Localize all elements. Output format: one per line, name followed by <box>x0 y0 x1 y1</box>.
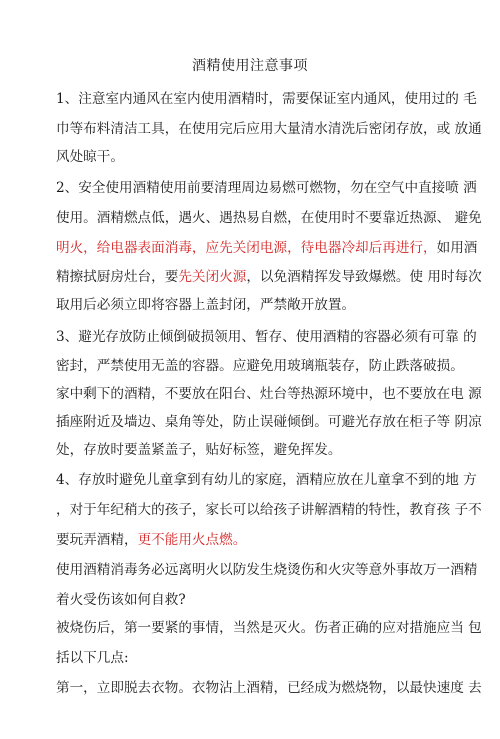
body-line <box>56 678 482 698</box>
body-line <box>56 470 477 490</box>
body-line <box>56 560 478 580</box>
line-text: 着火受伤该如何自救? <box>56 592 186 608</box>
body-line <box>56 384 482 404</box>
highlighted-text: 更不能用火点燃。 <box>137 532 247 548</box>
document-title: 酒精使用注意事项 <box>192 58 308 74</box>
body-line <box>56 530 464 550</box>
body-line <box>56 327 477 347</box>
line-text: 巾等布料清洁工具，在使用完后应用大量清水清洗后密闭存放，或 放通 <box>56 121 482 137</box>
line-text: 家中剩下的酒精，不要放在阳台、灶台等热源环境中，也不要放在电 源 <box>56 386 482 402</box>
line-text: 精擦拭厨房灶台，要 <box>56 269 179 285</box>
line-text: 处，存放时要盖紧盖子，贴好标签，避免挥发。 <box>56 442 342 458</box>
body-line <box>56 500 482 520</box>
body-line <box>56 147 464 167</box>
line-text: 使用酒精消毒务必远离明火以防发生烧烫伤和火灾等意外事故万一酒精 <box>56 562 478 578</box>
line-text: 取用后必须立即将容器上盖封闭，严禁敞开放置。 <box>56 297 356 313</box>
line-text: 如用酒 <box>436 240 478 256</box>
body-line <box>56 590 464 610</box>
line-text: 插座附近及墙边、桌角等处，防止误碰倾倒。可避光存放在柜子等 阴凉 <box>56 414 482 430</box>
line-text: 被烧伤后，第一要紧的事情，当然是灭火。伤者正确的应对措施应当 包 <box>56 620 482 636</box>
body-line <box>56 267 482 287</box>
body-line <box>56 178 477 198</box>
line-text: 3、避光存放防止倾倒破损领用、暂存、使用酒精的容器必须有可靠 的 <box>56 329 477 345</box>
line-text: ，以免酒精挥发导致爆燃。使 用时每次 <box>246 269 482 285</box>
body-line <box>56 119 482 139</box>
line-text: 第一，立即脱去衣物。衣物沾上酒精，已经成为燃烧物，以最快速度 去 <box>56 680 482 696</box>
line-text: 使用。酒精燃点低，遇火、遇热易自燃，在使用时不要靠近热源、 避免 <box>56 210 482 226</box>
body-line <box>56 618 482 638</box>
line-text: 要玩弄酒精， <box>56 532 138 548</box>
body-line <box>56 238 478 258</box>
line-text: 2、安全使用酒精使用前要清理周边易燃可燃物，勿在空气中直接喷 洒 <box>56 180 477 196</box>
highlighted-text: 明火，给电器表面消毒，应先关闭电源，待电器冷却后再进行， <box>56 240 437 256</box>
line-text: 密封，严禁使用无盖的容器。应避免用玻璃瓶装存，防止跌落破损。 <box>56 358 464 374</box>
highlighted-text: 先关闭火源 <box>178 269 247 285</box>
body-line <box>56 89 477 109</box>
line-text: 4、存放时避免儿童拿到有幼儿的家庭，酒精应放在儿童拿不到的地 方 <box>56 472 477 488</box>
line-text: ，对于年纪稍大的孩子，家长可以给孩子讲解酒精的特性，教育孩 子不 <box>56 502 482 518</box>
line-text: 风处晾干。 <box>56 149 124 165</box>
body-line <box>56 648 464 668</box>
line-text: 1、注意室内通风在室内使用酒精时，需要保证室内通风，使用过的 毛 <box>56 91 477 107</box>
body-line <box>56 356 464 376</box>
body-line <box>56 412 482 432</box>
body-line <box>56 295 464 315</box>
line-text: 括以下几点: <box>56 650 129 666</box>
body-line <box>56 208 482 228</box>
body-line <box>56 440 464 460</box>
